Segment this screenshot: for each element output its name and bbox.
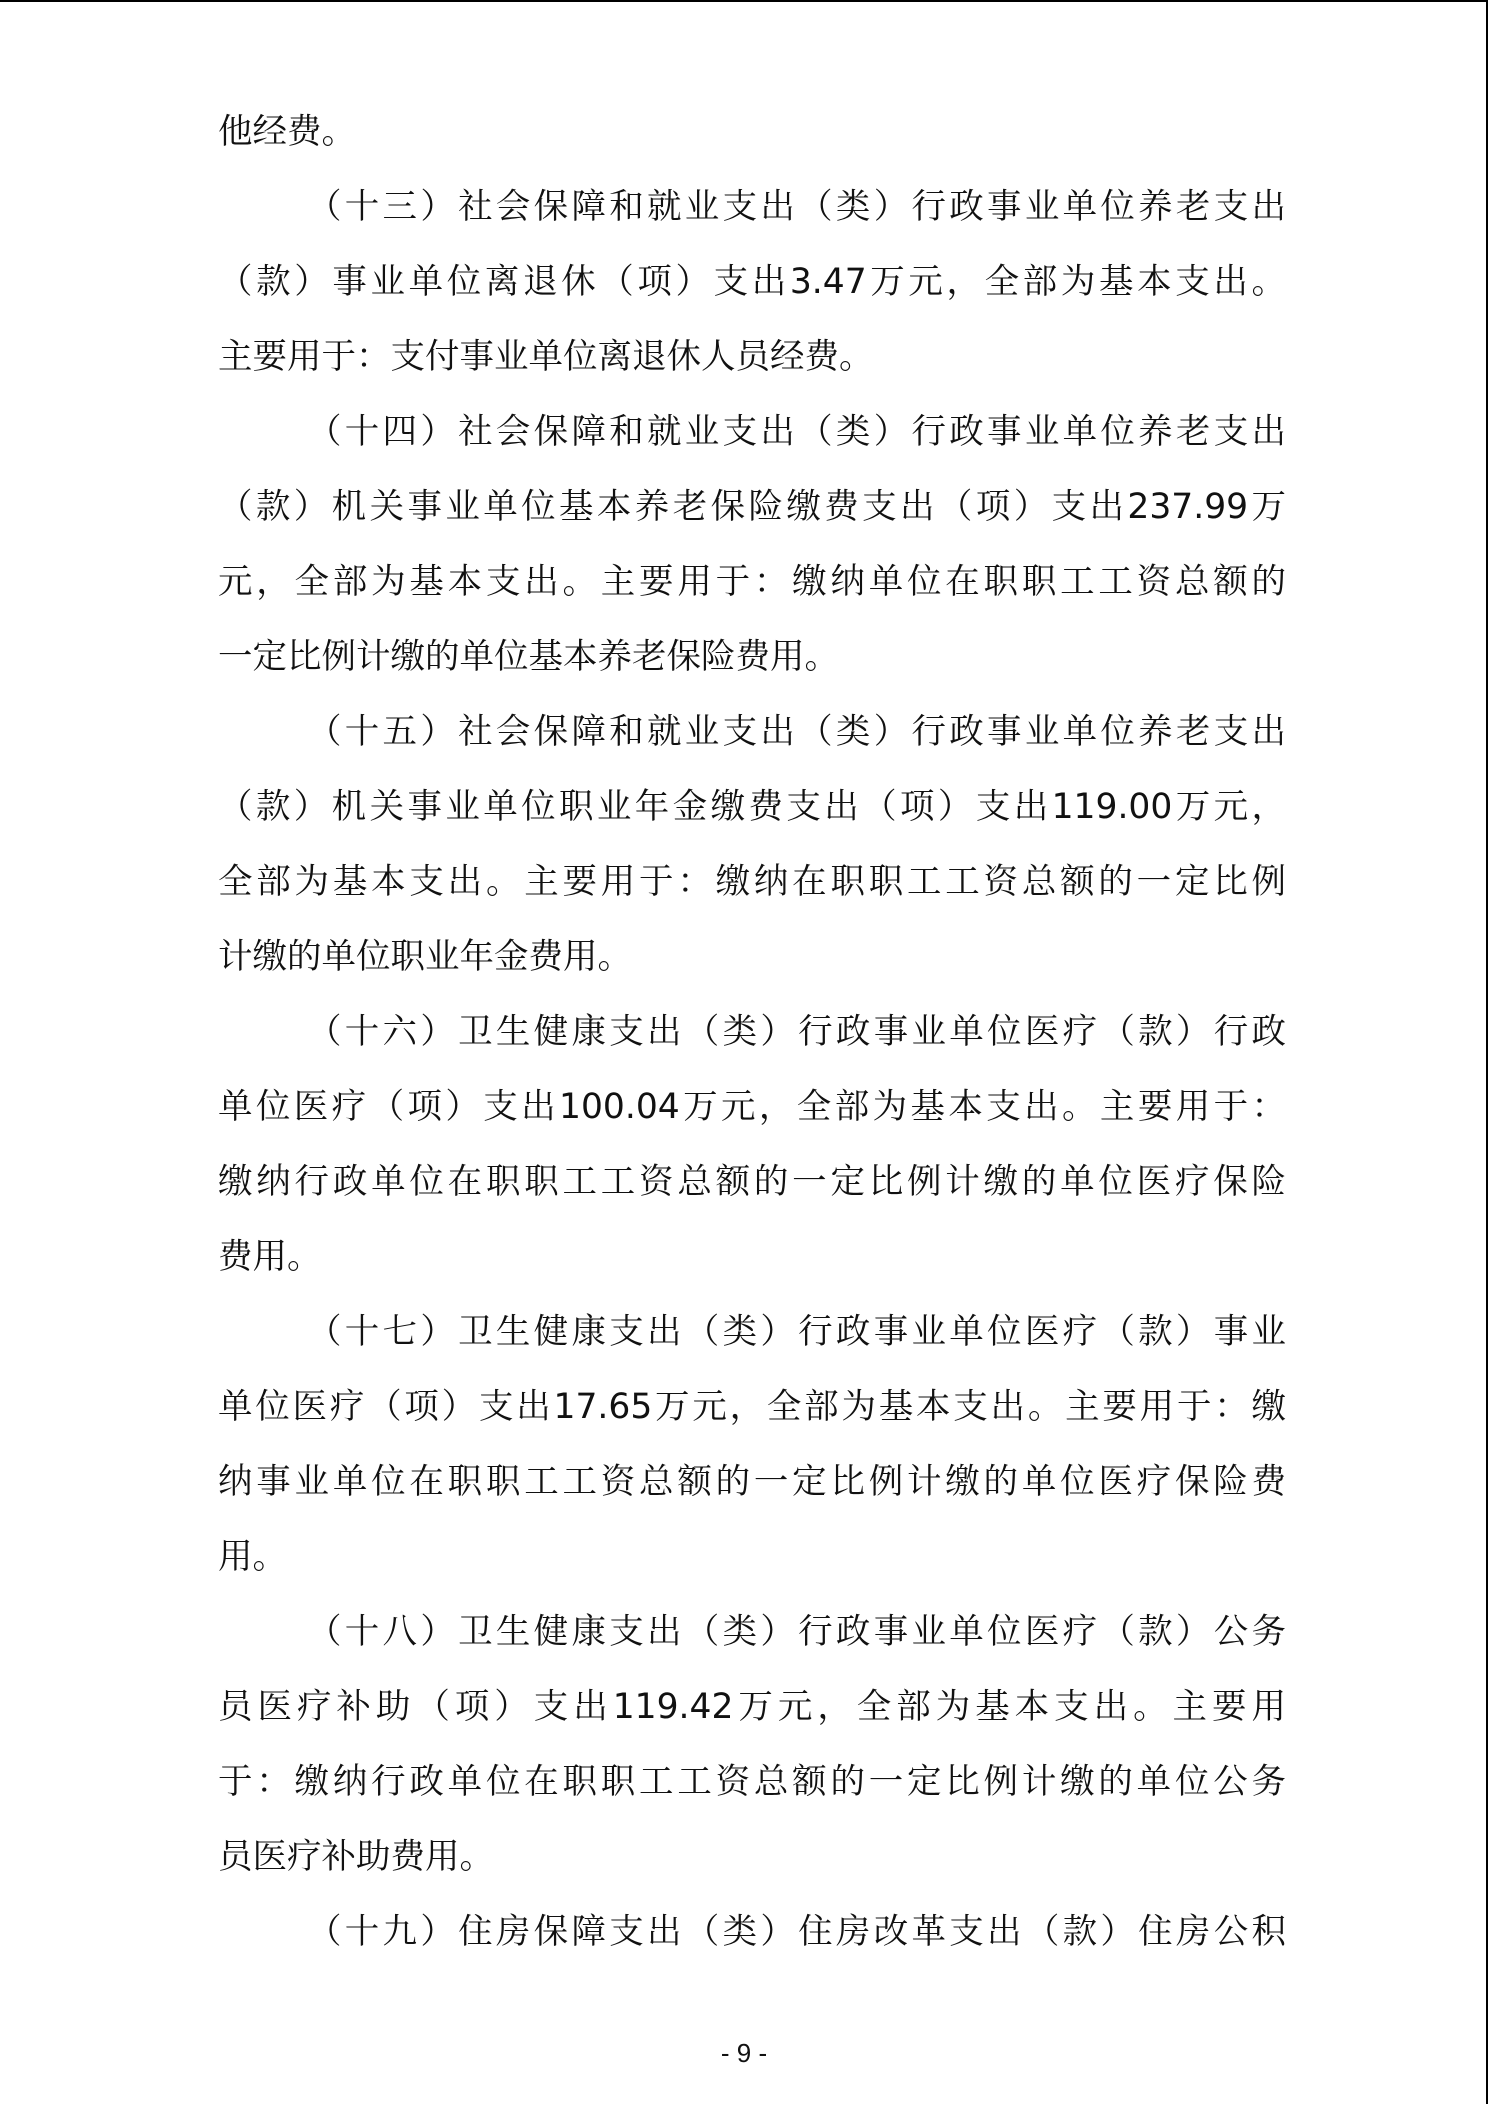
text-line: 他经费。 [218, 112, 356, 152]
text-line: 计缴的单位职业年金费用。 [218, 937, 632, 977]
text-line: 单位医疗（项）支出17.65万元，全部为基本支出。主要用于：缴 [218, 1387, 1286, 1427]
text-line: 主要用于：支付事业单位离退休人员经费。 [218, 337, 874, 377]
text-line: 全部为基本支出。主要用于：缴纳在职职工工资总额的一定比例 [218, 862, 1286, 902]
paragraph-15-line: （十五）社会保障和就业支出（类）行政事业单位养老支出 [307, 712, 1286, 752]
text-line: （款）机关事业单位职业年金缴费支出（项）支出119.00万元， [218, 787, 1286, 827]
text-line: 一定比例计缴的单位基本养老保险费用。 [218, 637, 839, 677]
text-line: 费用。 [218, 1237, 322, 1277]
document-body [218, 95, 1286, 1970]
text-line: 员医疗补助（项）支出119.42万元，全部为基本支出。主要用 [218, 1687, 1286, 1727]
page-number: - 9 - [720, 2038, 768, 2068]
text-line: 纳事业单位在职职工工资总额的一定比例计缴的单位医疗保险费 [218, 1462, 1286, 1502]
text-line: 元，全部为基本支出。主要用于：缴纳单位在职职工工资总额的 [218, 562, 1286, 602]
paragraph-18-line: （十八）卫生健康支出（类）行政事业单位医疗（款）公务 [307, 1612, 1286, 1652]
text-line: 单位医疗（项）支出100.04万元，全部为基本支出。主要用于： [218, 1087, 1286, 1127]
text-line: （款）机关事业单位基本养老保险缴费支出（项）支出237.99万 [218, 487, 1286, 527]
paragraph-19-line: （十九）住房保障支出（类）住房改革支出（款）住房公积 [307, 1912, 1286, 1952]
paragraph-13-line: （十三）社会保障和就业支出（类）行政事业单位养老支出 [307, 187, 1286, 227]
paragraph-16-line: （十六）卫生健康支出（类）行政事业单位医疗（款）行政 [307, 1012, 1286, 1052]
paragraph-14-line: （十四）社会保障和就业支出（类）行政事业单位养老支出 [307, 412, 1286, 452]
text-line: （款）事业单位离退休（项）支出3.47万元，全部为基本支出。 [218, 262, 1286, 302]
text-line: 缴纳行政单位在职职工工资总额的一定比例计缴的单位医疗保险 [218, 1162, 1286, 1202]
paragraph-17-line: （十七）卫生健康支出（类）行政事业单位医疗（款）事业 [307, 1312, 1286, 1352]
text-line: 用。 [218, 1537, 287, 1577]
text-line: 员医疗补助费用。 [218, 1837, 494, 1877]
page-border-top [0, 0, 1488, 2]
text-line: 于：缴纳行政单位在职职工工资总额的一定比例计缴的单位公务 [218, 1762, 1286, 1802]
